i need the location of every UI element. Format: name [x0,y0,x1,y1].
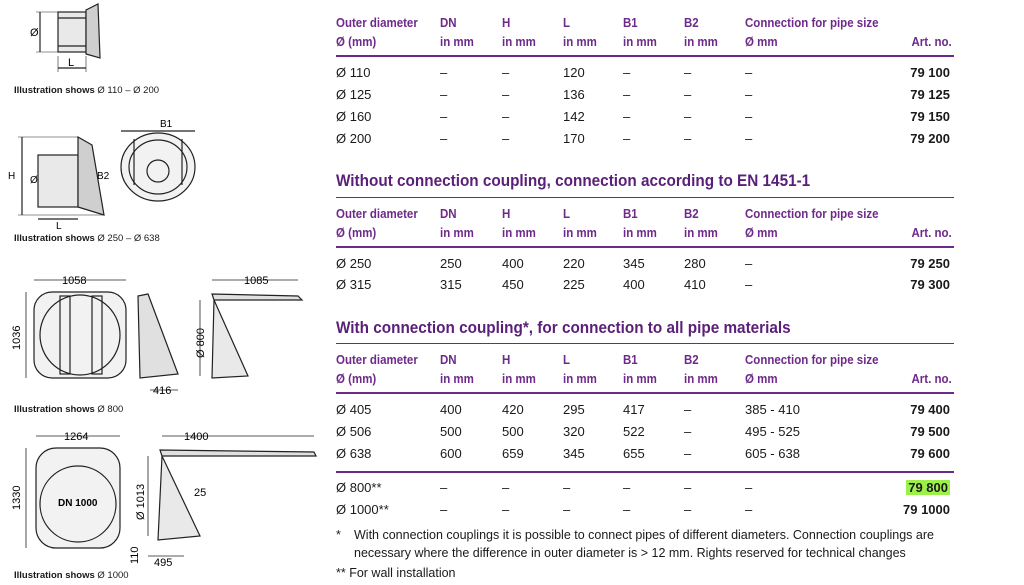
table-row [336,500,954,521]
hdr-outer: Outer diameter [336,353,418,367]
dim-depth-label: 495 [154,557,173,568]
cell-h: – [502,502,510,517]
dim-height-label: 1036 [11,325,23,350]
cell-b1: 400 [623,277,645,292]
cell-b1: – [623,480,631,495]
table-row [336,444,954,465]
hdr-conn-unit: Ø mm [745,35,778,49]
drawing-small-outlet [0,0,200,85]
caption-2: Illustration shows Ø 250 – Ø 638 [14,233,160,244]
dim-d-label: Ø [30,175,38,186]
hdr-conn-unit: Ø mm [745,372,778,386]
cell-outer-diameter: Ø 200 [336,131,372,146]
hdr-dn-unit: in mm [440,35,474,49]
cell-dn: 400 [440,402,462,417]
hdr-l-unit: in mm [563,372,597,386]
drawing-dn800 [0,270,310,402]
table-row [336,275,954,296]
hdr-conn: Connection for pipe size [745,353,879,367]
cell-h: 500 [502,424,524,439]
divider [336,55,954,57]
cell-outer-diameter: Ø 405 [336,402,372,417]
cell-b2: – [684,502,692,517]
cell-connection: – [745,131,753,146]
cell-dn: 500 [440,424,462,439]
hdr-b2-unit: in mm [684,226,718,240]
hdr-conn: Connection for pipe size [745,16,879,30]
footnote-2: ** For wall installation [336,566,456,580]
dim-thickness-label: 25 [194,487,207,499]
hdr-l-unit: in mm [563,226,597,240]
table-row [336,85,954,106]
cell-dn: 315 [440,277,462,292]
hdr-l: L [563,207,571,221]
dim-d-label: Ø [30,27,39,39]
dim-diameter-label: Ø 800 [195,328,207,358]
cell-dn: – [440,65,448,80]
dim-b1-label: B1 [160,119,173,130]
table-row [336,478,954,499]
hdr-h-unit: in mm [502,35,536,49]
hdr-b1: B1 [623,16,638,30]
hdr-outer-unit: Ø (mm) [336,35,377,49]
cell-l: 170 [563,131,585,146]
dim-bottom-label: 110 [129,546,141,564]
divider [336,343,954,344]
hdr-b2: B2 [684,16,699,30]
hdr-b2: B2 [684,353,699,367]
cell-b2: – [684,87,692,102]
table-row [336,129,954,150]
hdr-b1-unit: in mm [623,35,657,49]
cell-b1: 417 [623,402,645,417]
hdr-b1: B1 [623,207,638,221]
cell-b1: – [623,502,631,517]
hdr-art: Art. no. [911,372,952,386]
divider [336,392,954,394]
cell-b2: – [684,480,692,495]
drawing-medium-outlet [0,115,220,233]
divider [336,197,954,198]
table-row [336,63,954,84]
dim-width-label: 1058 [62,275,87,287]
cell-art-no: 79 200 [910,131,950,146]
cell-b1: – [623,131,631,146]
dim-diameter-label: Ø 1013 [135,483,147,520]
cell-art-no: 79 125 [910,87,950,102]
caption-1: Illustration shows Ø 110 – Ø 200 [14,85,160,96]
cell-h: 400 [502,256,524,271]
dim-b2-label: B2 [97,171,110,182]
hdr-h-unit: in mm [502,226,536,240]
illustrations-panel [0,0,320,585]
cell-l: 320 [563,424,585,439]
cell-l: 295 [563,402,585,417]
cell-b1: 655 [623,446,645,461]
cell-connection: – [745,87,753,102]
cell-h: 450 [502,277,524,292]
hdr-b2-unit: in mm [684,372,718,386]
cell-outer-diameter: Ø 160 [336,109,372,124]
hdr-art: Art. no. [911,226,952,240]
cell-h: – [502,131,510,146]
cell-b2: – [684,131,692,146]
cell-b1: – [623,109,631,124]
hdr-conn-unit: Ø mm [745,226,778,240]
cell-connection: 495 - 525 [745,424,800,439]
cell-connection: – [745,256,753,271]
section-title-without-coupling: Without connection coupling, connection according to EN 1451-1 [336,171,811,190]
cell-dn: 600 [440,446,462,461]
cell-outer-diameter: Ø 315 [336,277,372,292]
illustration-1 [0,0,320,100]
dim-depth-label: 416 [153,385,172,397]
hdr-h: H [502,16,511,30]
hdr-outer: Outer diameter [336,207,418,221]
cell-h: – [502,109,510,124]
cell-art-no: 79 150 [910,109,950,124]
hdr-h: H [502,207,511,221]
divider [336,471,954,473]
illustration-2 [0,115,320,250]
hdr-l: L [563,353,571,367]
footnote-1-line2: necessary where the difference in outer diameter is > 12 mm. Rights reserved for technical changes [354,546,906,560]
cell-dn: – [440,502,448,517]
cell-outer-diameter: Ø 125 [336,87,372,102]
drawing-dn1000 [0,428,320,568]
cell-l: 136 [563,87,585,102]
cell-art-no: 79 300 [910,277,950,292]
cell-connection: – [745,277,753,292]
cell-connection: 385 - 410 [745,402,800,417]
cell-l: – [563,480,571,495]
hdr-l-unit: in mm [563,35,597,49]
hdr-h-unit: in mm [502,372,536,386]
cell-dn: – [440,131,448,146]
hdr-b2-unit: in mm [684,35,718,49]
dim-height-label: 1330 [11,485,23,510]
cell-b2: – [684,402,692,417]
cell-b2: 280 [684,256,706,271]
dim-width-label: 1264 [64,431,89,443]
hdr-dn: DN [440,353,457,367]
cell-b2: – [684,65,692,80]
footnote-1-mark: * [336,528,341,542]
dim-h-label: H [8,171,16,182]
divider [336,246,954,248]
table-row [336,254,954,275]
cell-b2: 410 [684,277,706,292]
cell-h: – [502,480,510,495]
cell-outer-diameter: Ø 1000** [336,502,389,517]
footnote-1-line1: With connection couplings it is possible to connect pipes of different diameters. Connection couplings are [354,528,934,542]
hdr-outer-unit: Ø (mm) [336,226,377,240]
cell-dn: – [440,109,448,124]
cell-connection: – [745,502,753,517]
hdr-b1-unit: in mm [623,226,657,240]
cell-art-no: 79 1000 [903,502,950,517]
cell-b2: – [684,109,692,124]
cell-connection: – [745,480,753,495]
cell-b1: – [623,87,631,102]
hdr-art: Art. no. [911,35,952,49]
cell-connection: – [745,65,753,80]
dim-l-label: L [56,221,62,232]
cell-connection: 605 - 638 [745,446,800,461]
cell-h: 420 [502,402,524,417]
caption-3: Illustration shows Ø 800 [14,404,124,415]
dim-width2-label: 1400 [184,431,209,443]
hdr-conn: Connection for pipe size [745,207,879,221]
section-title-with-coupling: With connection coupling*, for connection to all pipe materials [336,318,791,337]
table-row [336,400,954,421]
hdr-dn-unit: in mm [440,372,474,386]
cell-h: – [502,87,510,102]
dim-width2-label: 1085 [244,275,269,287]
cell-h: – [502,65,510,80]
dn1000-logo: DN 1000 [58,498,98,509]
cell-art-no: 79 800 [908,480,948,495]
cell-outer-diameter: Ø 638 [336,446,372,461]
cell-l: 345 [563,446,585,461]
cell-b1: 345 [623,256,645,271]
caption-4: Illustration shows Ø 1000 [14,570,129,581]
cell-art-no: 79 600 [910,446,950,461]
cell-b1: 522 [623,424,645,439]
table-row [336,107,954,128]
cell-l: 225 [563,277,585,292]
cell-l: 220 [563,256,585,271]
cell-b1: – [623,65,631,80]
table-row [336,422,954,443]
hdr-dn: DN [440,207,457,221]
hdr-dn-unit: in mm [440,226,474,240]
cell-h: 659 [502,446,524,461]
dim-l-label: L [68,57,75,69]
cell-dn: – [440,480,448,495]
cell-art-no: 79 250 [910,256,950,271]
hdr-h: H [502,353,511,367]
hdr-dn: DN [440,16,457,30]
cell-outer-diameter: Ø 110 [336,65,371,80]
cell-art-no: 79 400 [910,402,950,417]
cell-l: 120 [563,65,585,80]
cell-outer-diameter: Ø 506 [336,424,372,439]
hdr-l: L [563,16,571,30]
cell-art-no: 79 100 [910,65,950,80]
illustration-3 [0,270,320,415]
cell-l: 142 [563,109,585,124]
cell-dn: – [440,87,448,102]
hdr-outer-unit: Ø (mm) [336,372,377,386]
hdr-outer: Outer diameter [336,16,418,30]
cell-outer-diameter: Ø 250 [336,256,372,271]
cell-connection: – [745,109,753,124]
cell-dn: 250 [440,256,462,271]
illustration-4 [0,428,320,585]
hdr-b1: B1 [623,353,638,367]
hdr-b1-unit: in mm [623,372,657,386]
cell-b2: – [684,446,692,461]
cell-l: – [563,502,571,517]
cell-b2: – [684,424,692,439]
cell-outer-diameter: Ø 800** [336,480,382,495]
cell-art-no: 79 500 [910,424,950,439]
hdr-b2: B2 [684,207,699,221]
